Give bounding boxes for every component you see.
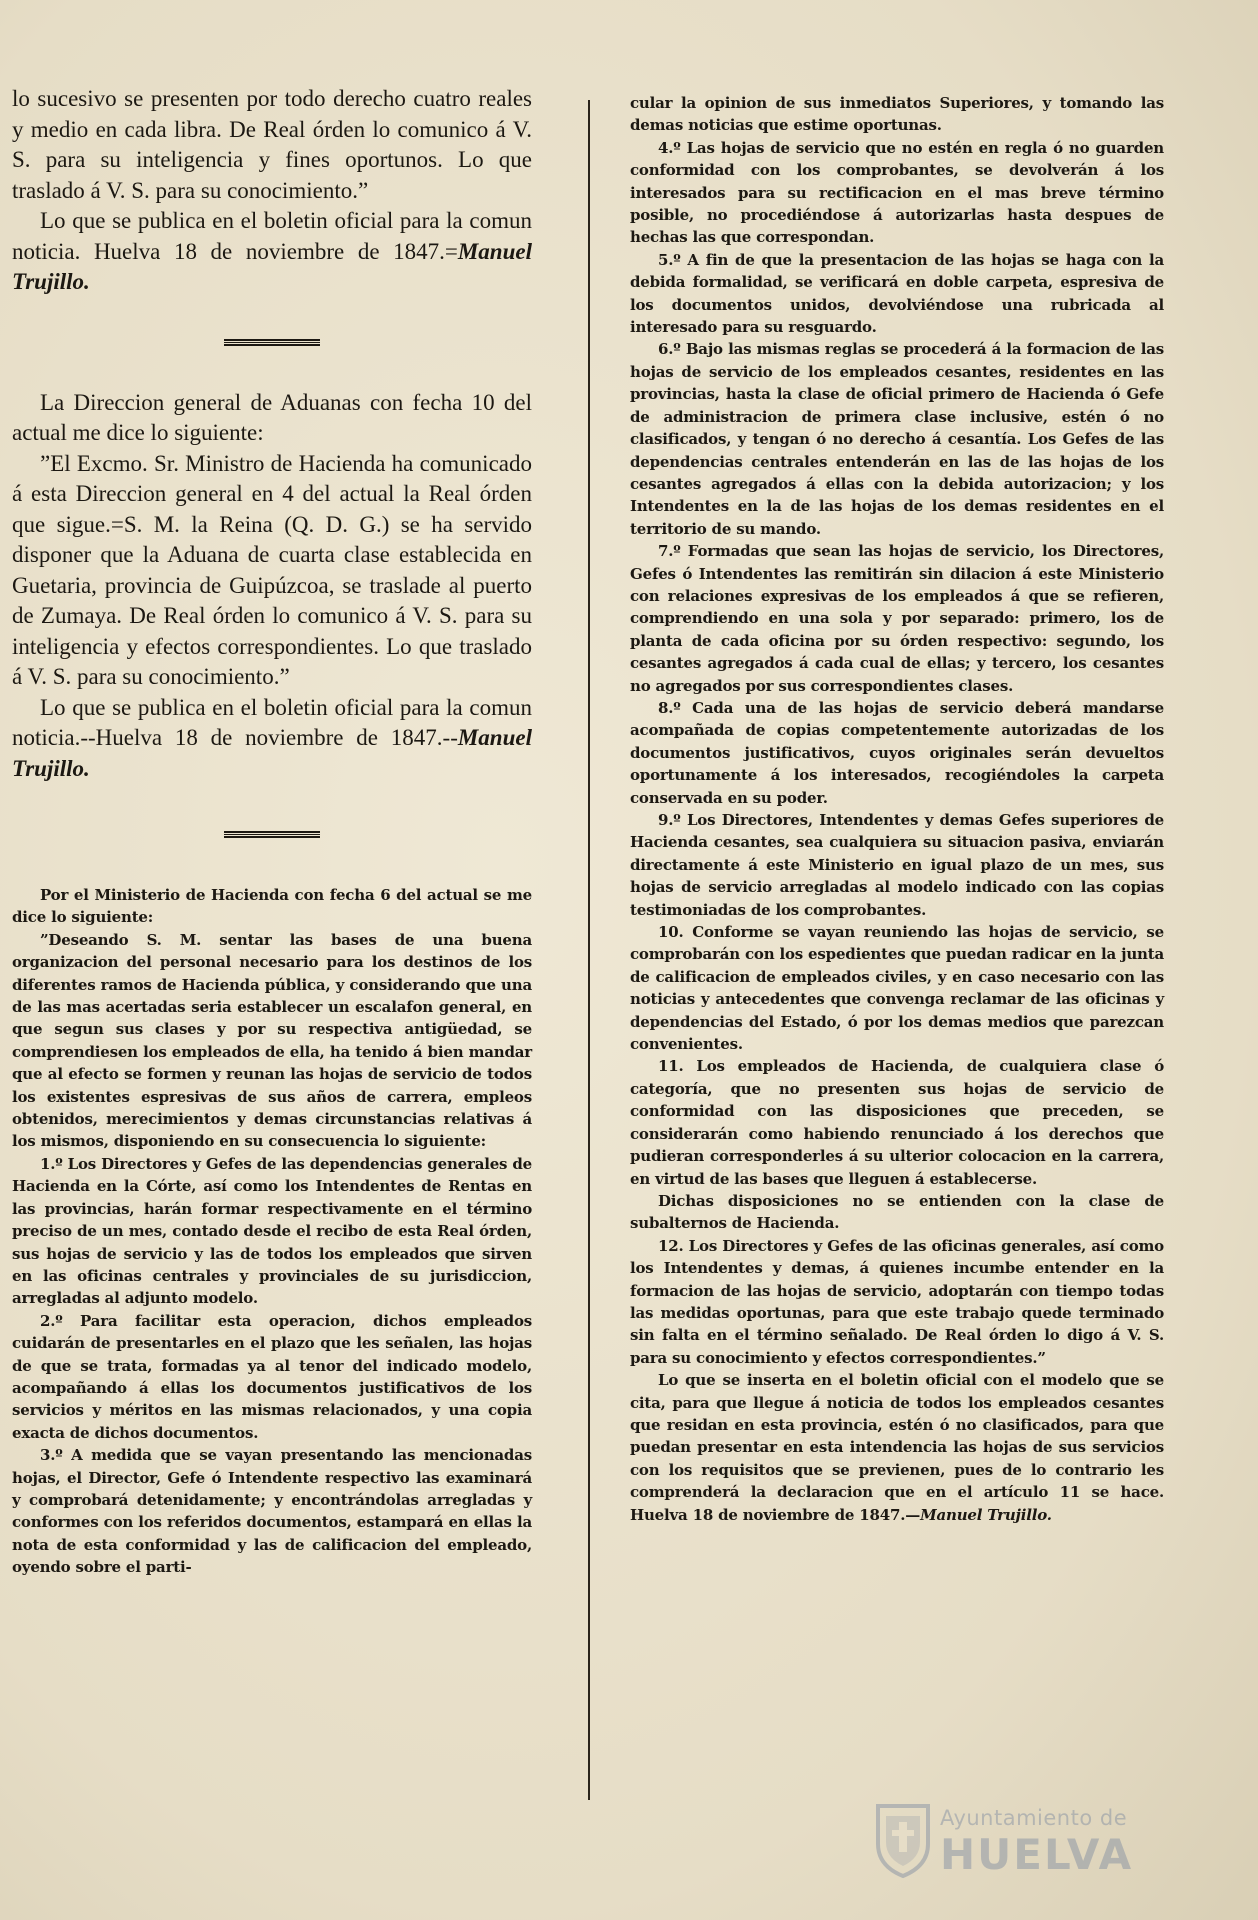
paragraph-salt-tax-end: lo sucesivo se presenten por todo derecho cuatro reales y medio en cada libra. De Real órden lo comunico á V. S. para su inteligencia y fines oportunos. Lo que traslado á V. S. para su conocimiento.”: [12, 86, 532, 203]
separator-rule: [224, 831, 320, 838]
paragraph-hacienda-intro: Por el Ministerio de Hacienda con fecha 6 del actual se me dice lo siguiente:: [12, 886, 532, 927]
article-7: 7.º Formadas que sean las hojas de servicio, los Directores, Gefes ó Intendentes las remitirán sin dilacion á este Ministerio con relaciones expresivas de los empleados á que se refieren, comprendiendo en una sola y por separado: primero, los de planta de cada oficina por su órden respectivo: segundo, los cesantes agregados á cada cual de ellas; y tercero, los cesantes no agregados por sus correspondientes clases.: [630, 542, 1164, 695]
section-separator: [12, 784, 532, 884]
watermark-logo: [872, 1800, 1172, 1890]
article-9: 9.º Los Directores, Intendentes y demas Gefes superiores de Hacienda cesantes, sea cualquiera su situacion pasiva, enviarán directamente á este Ministerio en igual plazo de un mes, sus hojas de servicio arregladas al modelo indicado con las copias testimoniadas de los comprobantes.: [630, 811, 1164, 919]
article-4: 4.º Las hojas de servicio que no estén en regla ó no guarden conformidad con los comprobantes, se devolverán á los interesados para su rectificacion en el mas breve término posible, no procediéndose á autorizarlas hasta despues de hechas las que correspondan.: [630, 138, 1164, 247]
column-divider: [588, 100, 590, 1800]
article-10: 10. Conforme se vayan reuniendo las hojas de servicio, se comprobarán con los espedientes que puedan radicar en la junta de calificacion de empleados civiles, y en caso necesario con las noticias y antecedentes que convenga reclamar de las oficinas y dependencias del Estado, ó por los demas medios que parezcan convenientes.: [630, 923, 1164, 1054]
signature: Manuel Trujillo.: [12, 725, 532, 781]
article-5: 5.º A fin de que la presentacion de las hojas se haga con la debida formalidad, se verificará en doble carpeta, espresiva de los documentos unidos, devolviéndose una rubricada al interesado para su resguardo.: [630, 250, 1164, 337]
right-column: [630, 92, 1164, 1526]
article-12: 12. Los Directores y Gefes de las oficinas generales, así como los Intendentes y demas, á quienes incumbe entender en la formacion de las hojas de servicio, adoptarán con tiempo todas las medidas oportunas, para que este trabajo quede terminado sin falta en el término señalado. De Real órden lo digo á V. S. para su conocimiento y efectos correspondientes.”: [630, 1236, 1164, 1367]
signature: Manuel Trujillo.: [920, 1505, 1052, 1524]
watermark-line2: HUELVA: [940, 1830, 1134, 1879]
hacienda-order-block: [12, 884, 532, 1579]
article-3-continued: cular la opinion de sus inmediatos Superiores, y tomando las demas noticias que estime oportunas.: [630, 94, 1164, 135]
watermark-line1: Ayuntamiento de: [940, 1806, 1128, 1830]
separator-rule: [224, 339, 320, 346]
article-1: 1.º Los Directores y Gefes de las dependencias generales de Hacienda en la Córte, así como los Intendentes de Rentas en las provincias, harán formar respectivamente en el término preciso de un mes, contado desde el recibo de esta Real órden, sus hojas de servicio y las de todos los empleados que sirven en las oficinas centrales y provinciales de su jurisdiccion, arregladas al adjunto modelo.: [12, 1154, 532, 1308]
coat-of-arms-icon: [872, 1800, 934, 1880]
article-2: 2.º Para facilitar esta operacion, dichos empleados cuidarán de presentarles en el plazo que les señalen, las hojas de que se trata, formadas ya al tenor del indicado modelo, acompañando á ellas los documentos justificativos de los servicios y méritos en las mismas relacionados, y una copia exacta de dichos documentos.: [12, 1311, 532, 1442]
signature: Manuel Trujillo.: [12, 238, 532, 294]
paragraph-publication-note-2: Lo que se publica en el boletin oficial para la comun noticia.--Huelva 18 de noviembre de 1847.--Manuel Trujillo.: [12, 694, 532, 781]
section-separator: [12, 298, 532, 388]
article-11: 11. Los empleados de Hacienda, de cualquiera clase ó categoría, que no presenten sus hojas de servicio de conformidad con las disposiciones que preceden, se considerarán como habiendo renunciado á los derechos que pudieran corresponderles á su ulterior colocacion en la carrera, en virtud de las bases que lleguen á establecerse.: [630, 1057, 1164, 1188]
paragraph-aduanas-intro: La Direccion general de Aduanas con fecha 10 del actual me dice lo siguiente:: [12, 389, 532, 445]
left-column: [12, 84, 532, 1579]
article-11-note: Dichas disposiciones no se entienden con la clase de subalternos de Hacienda.: [630, 1191, 1164, 1233]
paragraph-publication-note-3: Lo que se inserta en el boletin oficial con el modelo que se cita, para que llegue á noticia de todos los empleados cesantes que residan en esta provincia, estén ó no clasificados, para que puedan presentar en esta intendencia las hojas de sus servicios con los requisitos que se previenen, pues de lo contrario les comprenderá la declaracion que en el artículo 11 se hace. Huelva 18 de noviembre de 1847.—Manuel Trujillo.: [630, 1371, 1164, 1524]
paragraph-publication-note-1: Lo que se publica en el boletin oficial para la comun noticia. Huelva 18 de noviembre de 1847.=Manuel Trujillo.: [12, 208, 532, 294]
article-8: 8.º Cada una de las hojas de servicio deberá mandarse acompañada de copias competentemente autorizadas de los documentos justificativos, cuyos originales serán devueltos oportunamente á los interesados, recogiéndoles la carpeta conservada en su poder.: [630, 698, 1164, 807]
article-6: 6.º Bajo las mismas reglas se procederá á la formacion de las hojas de servicio de los empleados cesantes, residentes en las provincias, hasta la clase de oficial primero de Hacienda ó Gefe de administracion de primera clase inclusive, estén ó no clasificados, y tengan ó no derecho á cesantía. Los Gefes de las dependencias centrales entenderán en las de las hojas de los cesantes agregados á ellas con la debida autorizacion; y los Intendentes en la de las hojas de los demas residentes en el territorio de su mando.: [630, 340, 1164, 538]
article-3: 3.º A medida que se vayan presentando las mencionadas hojas, el Director, Gefe ó Intendente respectivo las examinará y comprobará detenidamente; y encontrándolas arregladas y conformes con los referidos documentos, estampará en ellas la nota de esta conformidad y las de calificacion del empleado, oyendo sobre el parti-: [12, 1446, 532, 1577]
paragraph-hacienda-preamble: ”Deseando S. M. sentar las bases de una buena organizacion del personal necesario para los destinos de los diferentes ramos de Hacienda pública, y considerando que una de las mas acertadas seria establecer un escalafon general, en que segun sus clases y por su respectiva antigüedad, se comprendiesen los empleados de ella, ha tenido á bien mandar que al efecto se formen y reunan las hojas de servicio de todos los existentes espresivas de sus años de carrera, empleos obtenidos, merecimientos y demas circunstancias relativas á los mismos, disponiendo en su consecuencia lo siguiente:: [12, 930, 532, 1151]
paragraph-aduanas-order: ”El Excmo. Sr. Ministro de Hacienda ha comunicado á esta Direccion general en 4 del actual la Real órden que sigue.=S. M. la Reina (Q. D. G.) se ha servido disponer que la Aduana de cuarta clase establecida en Guetaria, provincia de Guipúzcoa, se traslade al puerto de Zumaya. De Real órden lo comunico á V. S. para su inteligencia y efectos correspondientes. Lo que traslado á V. S. para su conocimiento.”: [12, 450, 532, 689]
